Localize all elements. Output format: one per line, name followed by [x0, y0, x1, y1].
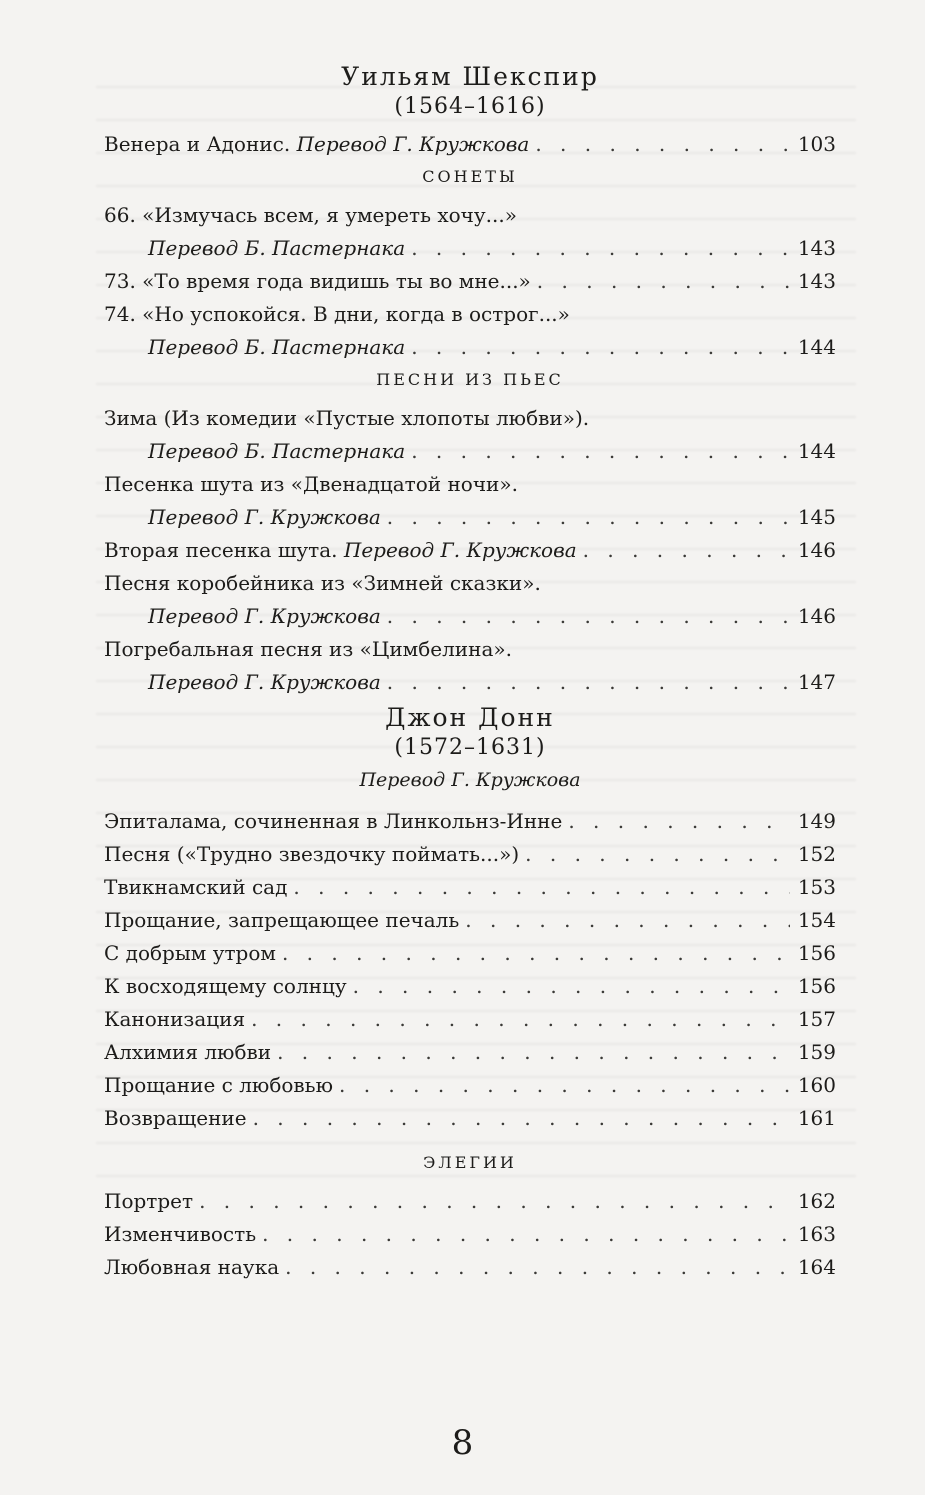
dot-leader	[583, 534, 790, 567]
entry-page: 143	[797, 236, 836, 260]
toc-entry	[104, 1218, 836, 1251]
dot-leader	[535, 128, 790, 161]
entry-page: 146	[797, 538, 836, 562]
dot-leader	[285, 1251, 790, 1284]
toc-entry	[104, 838, 836, 871]
entry-translator: Перевод Б. Пастернака	[148, 335, 406, 359]
dot-leader	[387, 600, 790, 633]
entry-title: К восходящему солнцу	[104, 974, 347, 998]
entry-page: 156	[797, 941, 836, 965]
dot-leader	[387, 666, 790, 699]
entry-page: 153	[797, 875, 836, 899]
entry-page: 145	[797, 505, 836, 529]
entry-page: 144	[797, 335, 836, 359]
dot-leader	[277, 1036, 790, 1069]
toc-entry	[104, 435, 836, 468]
entry-page: 103	[797, 132, 836, 156]
entry-title: Погребальная песня из «Цимбелина».	[104, 637, 512, 661]
dot-leader	[387, 501, 790, 534]
dot-leader	[251, 1003, 790, 1036]
entry-title: Алхимия любви	[104, 1040, 272, 1064]
toc-entry	[104, 1102, 836, 1135]
dot-leader	[465, 904, 790, 937]
entry-page: 144	[797, 439, 836, 463]
dot-leader	[568, 805, 790, 838]
toc-entry	[104, 600, 836, 633]
entry-translator: Перевод Г. Кружкова	[148, 604, 381, 628]
toc-entry	[104, 1036, 836, 1069]
toc-entry	[104, 937, 836, 970]
entry-translator: Перевод Г. Кружкова	[148, 670, 381, 694]
dot-leader	[293, 871, 790, 904]
dot-leader	[262, 1218, 790, 1251]
section-heading-songs: ПЕСНИ ИЗ ПЬЕС	[376, 370, 564, 389]
toc-entry	[104, 501, 836, 534]
entry-title: Изменчивость	[104, 1222, 257, 1246]
toc-entry	[104, 1069, 836, 1102]
dot-leader	[411, 435, 790, 468]
toc-entry	[104, 331, 836, 364]
entry-page: 157	[797, 1007, 836, 1031]
entry-title: Песня коробейника из «Зимней сказки».	[104, 571, 541, 595]
entry-translator: Перевод Г. Кружкова	[148, 505, 381, 529]
toc-entry	[104, 534, 836, 567]
entry-title: Любовная наука	[104, 1255, 280, 1279]
dot-leader	[537, 265, 790, 298]
toc-entry	[104, 265, 836, 298]
toc-entry	[104, 805, 836, 838]
entry-title: С добрым утром	[104, 941, 276, 965]
dot-leader	[411, 232, 790, 265]
entry-title: 66. «Измучась всем, я умереть хочу...»	[104, 203, 517, 227]
entry-title: Венера и Адонис.	[104, 132, 291, 156]
entry-title: Канонизация	[104, 1007, 246, 1031]
entry-translator: Перевод Б. Пастернака	[148, 439, 406, 463]
toc-entry	[104, 128, 836, 161]
entry-page: 160	[797, 1073, 836, 1097]
entry-page: 149	[797, 809, 836, 833]
entry-title: Зима (Из комедии «Пустые хлопоты любви»).	[104, 406, 590, 430]
entry-page: 146	[797, 604, 836, 628]
entry-page: 152	[797, 842, 836, 866]
entry-page: 147	[797, 670, 836, 694]
toc-entry	[104, 970, 836, 1003]
toc-entry	[104, 666, 836, 699]
dot-leader	[353, 970, 790, 1003]
author-dates-shakespeare: (1564–1616)	[394, 94, 546, 119]
dot-leader	[339, 1069, 790, 1102]
entry-page: 159	[797, 1040, 836, 1064]
dot-leader	[253, 1102, 790, 1135]
entry-page: 154	[797, 908, 836, 932]
section-heading-elegies: ЭЛЕГИИ	[423, 1153, 517, 1172]
dot-leader	[411, 331, 790, 364]
page-number: 8	[451, 1423, 474, 1463]
entry-title: Прощание, запрещающее печаль	[104, 908, 460, 932]
table-of-contents	[104, 62, 836, 1284]
entry-page: 156	[797, 974, 836, 998]
entry-title: Возвращение	[104, 1106, 247, 1130]
toc-entry	[104, 1185, 836, 1218]
section-heading-sonnets: СОНЕТЫ	[422, 167, 518, 186]
entry-title: Эпиталама, сочиненная в Линкольнз-Инне	[104, 809, 563, 833]
entry-translator: Перевод Б. Пастернака	[148, 236, 406, 260]
entry-title: Песенка шута из «Двенадцатой ночи».	[104, 472, 518, 496]
entry-title: 73. «То время года видишь ты во мне...»	[104, 269, 531, 293]
author-dates-donne: (1572–1631)	[394, 735, 546, 760]
dot-leader	[199, 1185, 790, 1218]
toc-entry	[104, 1251, 836, 1284]
entry-title: Песня («Трудно звездочку поймать...»)	[104, 842, 520, 866]
entry-title: Портрет	[104, 1189, 194, 1213]
entry-title: Прощание с любовью	[104, 1073, 333, 1097]
entry-title: 74. «Но успокойся. В дни, когда в острог...»	[104, 302, 570, 326]
entry-page: 164	[797, 1255, 836, 1279]
entry-page: 162	[797, 1189, 836, 1213]
entry-title: Твикнамский сад	[104, 875, 288, 899]
entry-page: 161	[797, 1106, 836, 1130]
entry-translator: Перевод Г. Кружкова	[296, 132, 530, 156]
toc-entry	[104, 904, 836, 937]
entry-page: 163	[797, 1222, 836, 1246]
dot-leader	[282, 937, 790, 970]
author-heading-donne: Джон Донн	[385, 703, 555, 732]
entry-title: Вторая песенка шута.	[104, 538, 338, 562]
dot-leader	[525, 838, 790, 871]
entry-page: 143	[797, 269, 836, 293]
toc-entry	[104, 1003, 836, 1036]
toc-entry	[104, 871, 836, 904]
translator-credit-donne: Перевод Г. Кружкова	[359, 769, 581, 791]
entry-translator: Перевод Г. Кружкова	[343, 538, 577, 562]
toc-entry	[104, 232, 836, 265]
author-heading-shakespeare: Уильям Шекспир	[341, 62, 599, 91]
